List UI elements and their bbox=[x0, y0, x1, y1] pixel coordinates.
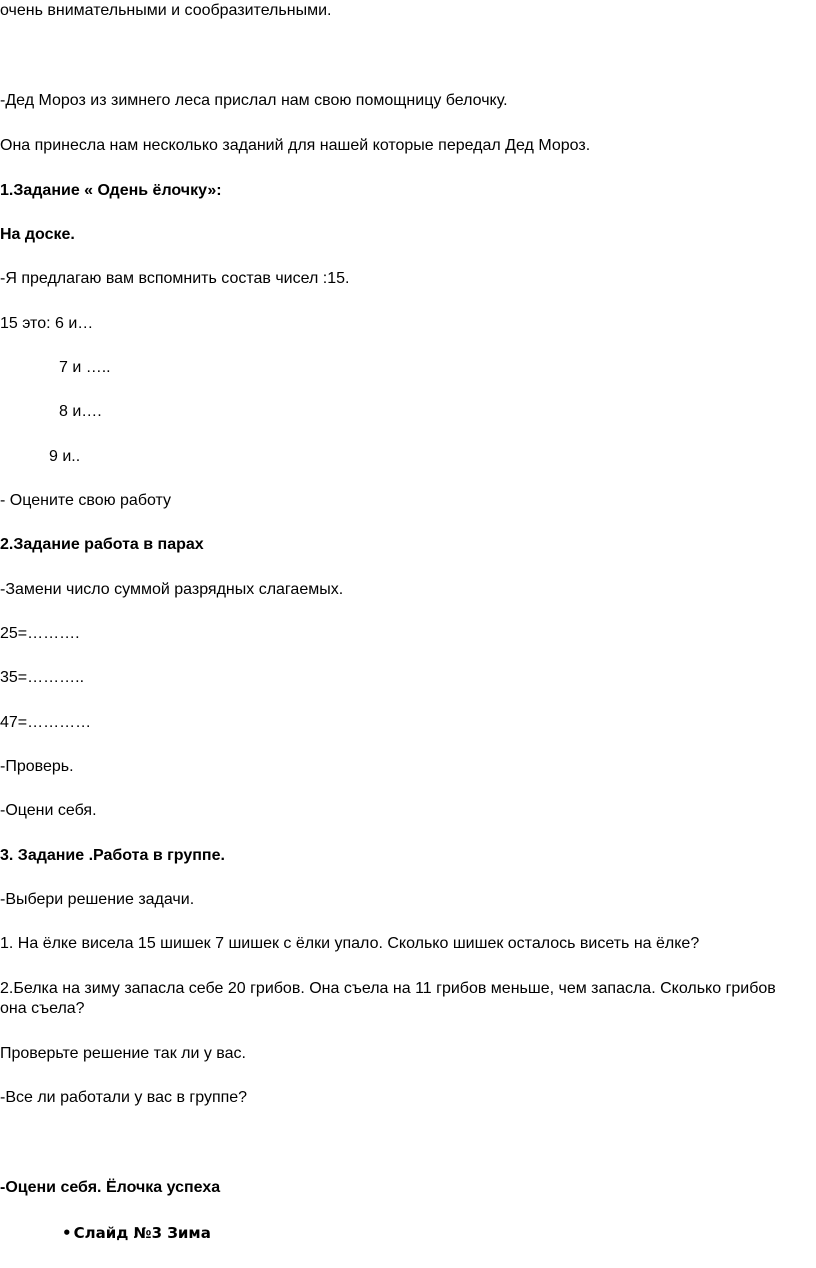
text-line: 35=……….. bbox=[0, 669, 85, 686]
text-line: 15 это: 6 и… bbox=[0, 315, 94, 332]
text-line: 7 и ….. bbox=[59, 359, 111, 376]
text-line: 47=………… bbox=[0, 714, 92, 731]
subheading: На доске. bbox=[0, 226, 75, 243]
text-line: -Выбери решение задачи. bbox=[0, 891, 195, 908]
task-heading: 2.Задание работа в парах bbox=[0, 536, 204, 553]
text-line: -Я предлагаю вам вспомнить состав чисел :15. bbox=[0, 270, 350, 287]
text-line: Она принесла нам несколько заданий для нашей которые передал Дед Мороз. bbox=[0, 137, 591, 154]
text-line: 8 и…. bbox=[59, 403, 102, 420]
text-line: очень внимательными и сообразительными. bbox=[0, 2, 332, 19]
text-line: - Оцените свою работу bbox=[0, 492, 172, 509]
task-heading: -Оцени себя. Ёлочка успеха bbox=[0, 1179, 221, 1196]
text-line: 1. На ёлке висела 15 шишек 7 шишек с ёлки упало. Сколько шишек осталось висеть на ёлке? bbox=[0, 935, 700, 952]
text-line: 2.Белка на зиму запасла себе 20 грибов. Она съела на 11 грибов меньше, чем запасла. Сколько грибов она съела? bbox=[0, 980, 776, 1017]
bullet-icon: • bbox=[62, 1224, 72, 1242]
text-line: -Замени число суммой разрядных слагаемых. bbox=[0, 581, 344, 598]
text-line: -Проверь. bbox=[0, 758, 74, 775]
task-heading: 1.Задание « Одень ёлочку»: bbox=[0, 182, 222, 199]
text-line: -Все ли работали у вас в группе? bbox=[0, 1089, 248, 1106]
slide-label: Слайд №3 Зима bbox=[73, 1224, 211, 1242]
text-line: 25=………. bbox=[0, 625, 80, 642]
slide-item bbox=[62, 1223, 211, 1243]
text-line: -Дед Мороз из зимнего леса прислал нам свою помощницу белочку. bbox=[0, 92, 508, 109]
text-line: -Оцени себя. bbox=[0, 802, 97, 819]
text-line: 9 и.. bbox=[49, 448, 81, 465]
text-line: Проверьте решение так ли у вас. bbox=[0, 1045, 246, 1062]
task-heading: 3. Задание .Работа в группе. bbox=[0, 847, 225, 864]
